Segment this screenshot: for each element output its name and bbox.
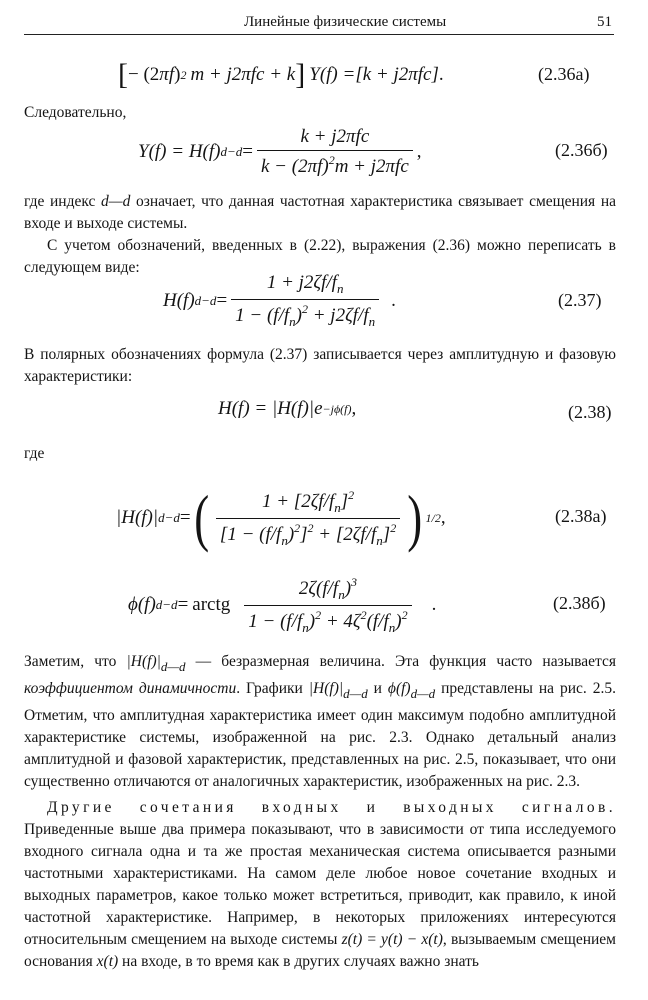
paragraph-index-note: где индекс d—d означает, что данная частотная характеристика связывает смещения на входе и выходе системы. (24, 193, 616, 232)
paragraph-polar: В полярных обозначениях формула (2.37) записывается через амплитудную и фазовую характеристики: (24, 346, 616, 385)
equation-2-36a: [ − (2 π f ) 2 m + j2πfc + k ] Y(f) = [k + j2πfc] . (2.36а) (118, 58, 590, 91)
equation-number: (2.38а) (555, 506, 607, 526)
text-where: где (24, 445, 45, 462)
equation-number: (2.36б) (555, 140, 608, 160)
equation-2-38a: |H(f)| d−d = ( $\frac{1 + [2\zeta f/f_n]^2}{[1 - (f/f_n)^2]^2 + [2\zeta f/f_n]^2}$ ) 1/2 , (2.38а) (116, 482, 607, 553)
fraction: $\frac{\text{k + j2πfc}}{k - (2\pi f)^2m + j2\pi fc}$ (257, 126, 413, 178)
fraction: $\frac{2\zeta(f/f_n)^3}{1 - (f/f_n)^2 + 4\zeta^2(f/f_n)^2}$ (244, 575, 411, 636)
equation-number: (2.38б) (553, 593, 606, 613)
equation-2-37: H(f) d−d = $\frac{1 + j2\zeta f/f_n}{1 - (f/f_n)^2 + j2\zeta f/f_n}$ . (2.37) (163, 272, 602, 329)
text-therefore: Следовательно, (24, 104, 127, 121)
equation-number: (2.36а) (538, 64, 590, 84)
paragraph-other-combinations: Другие сочетания входных и выходных сигналов. Приведенные выше два примера показывают, что в зависимости от типа исследуемого входного сигнала одна и та же простая механическая система описывается разными частотными характеристиками. На самом деле любое новое сочетание входных и выходных параметров, какое только может встретиться, приводит, как правило, к иной частотной характеристике. Например, в некоторых приложениях интересуются относительным смещением на выходе системы z(t) = y(t) − x(t), вызываемым смещением основания x(t) на входе, в то время как в других случаях важно знать (24, 799, 616, 970)
fraction: $\frac{1 + j2\zeta f/f_n}{1 - (f/f_n)^2 + j2\zeta f/f_n}$ (231, 272, 379, 330)
equation-2-36b: Y(f) = H(f) d−d = $\frac{\text{k + j2πfc}}{k - (2\pi f)^2m + j2\pi fc}$ , (2.36б) (138, 126, 608, 177)
equation-number: (2.37) (558, 290, 602, 310)
paragraph-dynamic-coefficient: Заметим, что $|H(f)|_{d—d}$ — безразмерная величина. Эта функция часто называется коэффициентом динамичности. Графики $|H(f)|_{d—d}$ и $\phi(f)_{d—d}$ представлены на рис. 2.5. Отметим, что амплитудная характеристика имеет один максимум подобно амплитудной характеристике системы, изображенной на рис. 2.3. Однако детальный анализ амплитудной и фазовой характеристик, представленных на рис. 2.5, показывает, что они существенно отличаются от аналогичных характеристик, изображенных на рис. 2.3. (24, 653, 616, 790)
running-header (24, 12, 614, 35)
equation-2-38b: ϕ(f) d−d = arctg $\frac{2\zeta(f/f_n)^3}{1 - (f/f_n)^2 + 4\zeta^2(f/f_n)^2}$ . (2.38б) (128, 574, 606, 635)
paragraph-rewrite: С учетом обозначений, введенных в (2.22), выражения (2.36) можно переписать в следующем виде: (24, 237, 616, 276)
fraction: $\frac{1 + [2\zeta f/f_n]^2}{[1 - (f/f_n)^2]^2 + [2\zeta f/f_n]^2}$ (216, 488, 400, 549)
header-title: Линейные физические системы (244, 14, 447, 30)
equation-2-38: H(f) = |H(f)|e −jϕ(f) , (2.38) (218, 398, 612, 422)
equation-number: (2.38) (568, 402, 612, 422)
page-number: 51 (597, 14, 612, 30)
